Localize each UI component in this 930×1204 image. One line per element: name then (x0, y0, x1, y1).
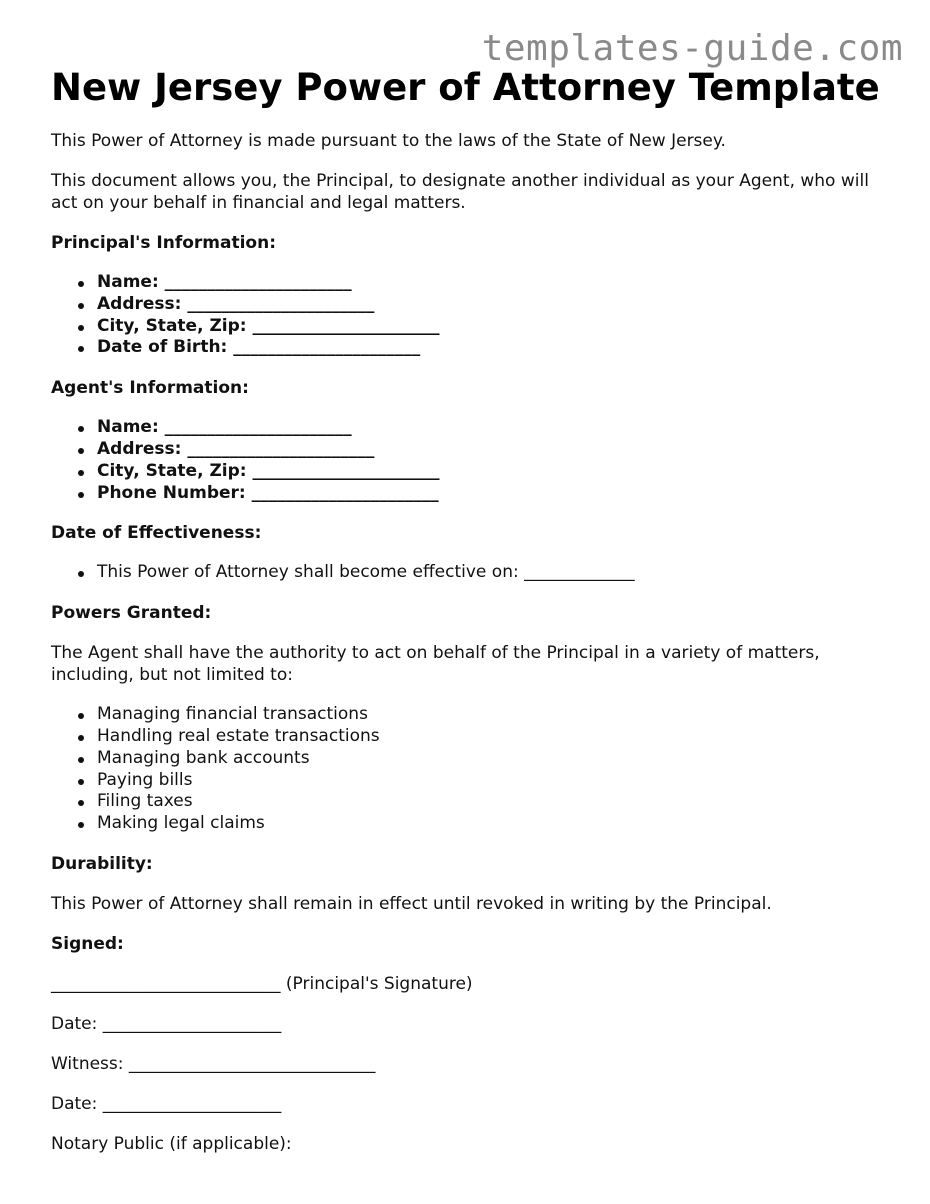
agent-heading: Agent's Information: (51, 378, 249, 399)
document-page (51, 64, 891, 1173)
agent-name-field: Name: ______________________ (51, 417, 891, 439)
principal-fields-list (51, 272, 891, 359)
list-item: Handling real estate transactions (51, 726, 891, 748)
date-line: Date: _____________________ (51, 1013, 282, 1034)
watermark: templates-guide.com (481, 28, 903, 69)
principal-date-of-birth-field: Date of Birth: ______________________ (51, 337, 891, 359)
powers-paragraph: The Agent shall have the authority to act on behalf of the Principal in a variety of matters, including, but not limited to: (51, 643, 820, 686)
document-title: New Jersey Power of Attorney Template (51, 66, 880, 109)
principal-city-state-zip-field: City, State, Zip: ______________________ (51, 316, 891, 338)
powers-heading: Powers Granted: (51, 603, 212, 624)
signed-heading: Signed: (51, 933, 124, 954)
agent-address-field: Address: ______________________ (51, 439, 891, 461)
effectiveness-heading: Date of Effectiveness: (51, 523, 262, 544)
list-item: Filing taxes (51, 791, 891, 813)
witness-line: Witness: _____________________________ (51, 1053, 376, 1074)
agent-city-state-zip-field: City, State, Zip: ______________________ (51, 461, 891, 483)
durability-paragraph: This Power of Attorney shall remain in effect until revoked in writing by the Principal. (51, 893, 772, 914)
intro-paragraph: This Power of Attorney is made pursuant to the laws of the State of New Jersey. (51, 131, 726, 151)
durability-heading: Durability: (51, 853, 153, 874)
list-item: Managing financial transactions (51, 704, 891, 726)
principal-name-field: Name: ______________________ (51, 272, 891, 294)
date-line: Date: _____________________ (51, 1093, 282, 1114)
list-item: Managing bank accounts (51, 748, 891, 770)
intro-paragraph: This document allows you, the Principal, to designate another individual as your Agent, who will act on your behalf in financial and legal matters. (51, 171, 869, 213)
principal-heading: Principal's Information: (51, 233, 276, 253)
principal-signature-line: ___________________________ (Principal's Signature) (51, 973, 473, 994)
powers-list (51, 704, 891, 835)
principal-address-field: Address: ______________________ (51, 294, 891, 316)
agent-phone-number-field: Phone Number: ______________________ (51, 483, 891, 505)
list-item: Making legal claims (51, 813, 891, 835)
notary-line: Notary Public (if applicable): (51, 1133, 292, 1154)
effective-date-field: This Power of Attorney shall become effective on: _____________ (51, 562, 891, 584)
list-item: Paying bills (51, 770, 891, 792)
effectiveness-list (51, 562, 891, 584)
agent-fields-list (51, 417, 891, 504)
